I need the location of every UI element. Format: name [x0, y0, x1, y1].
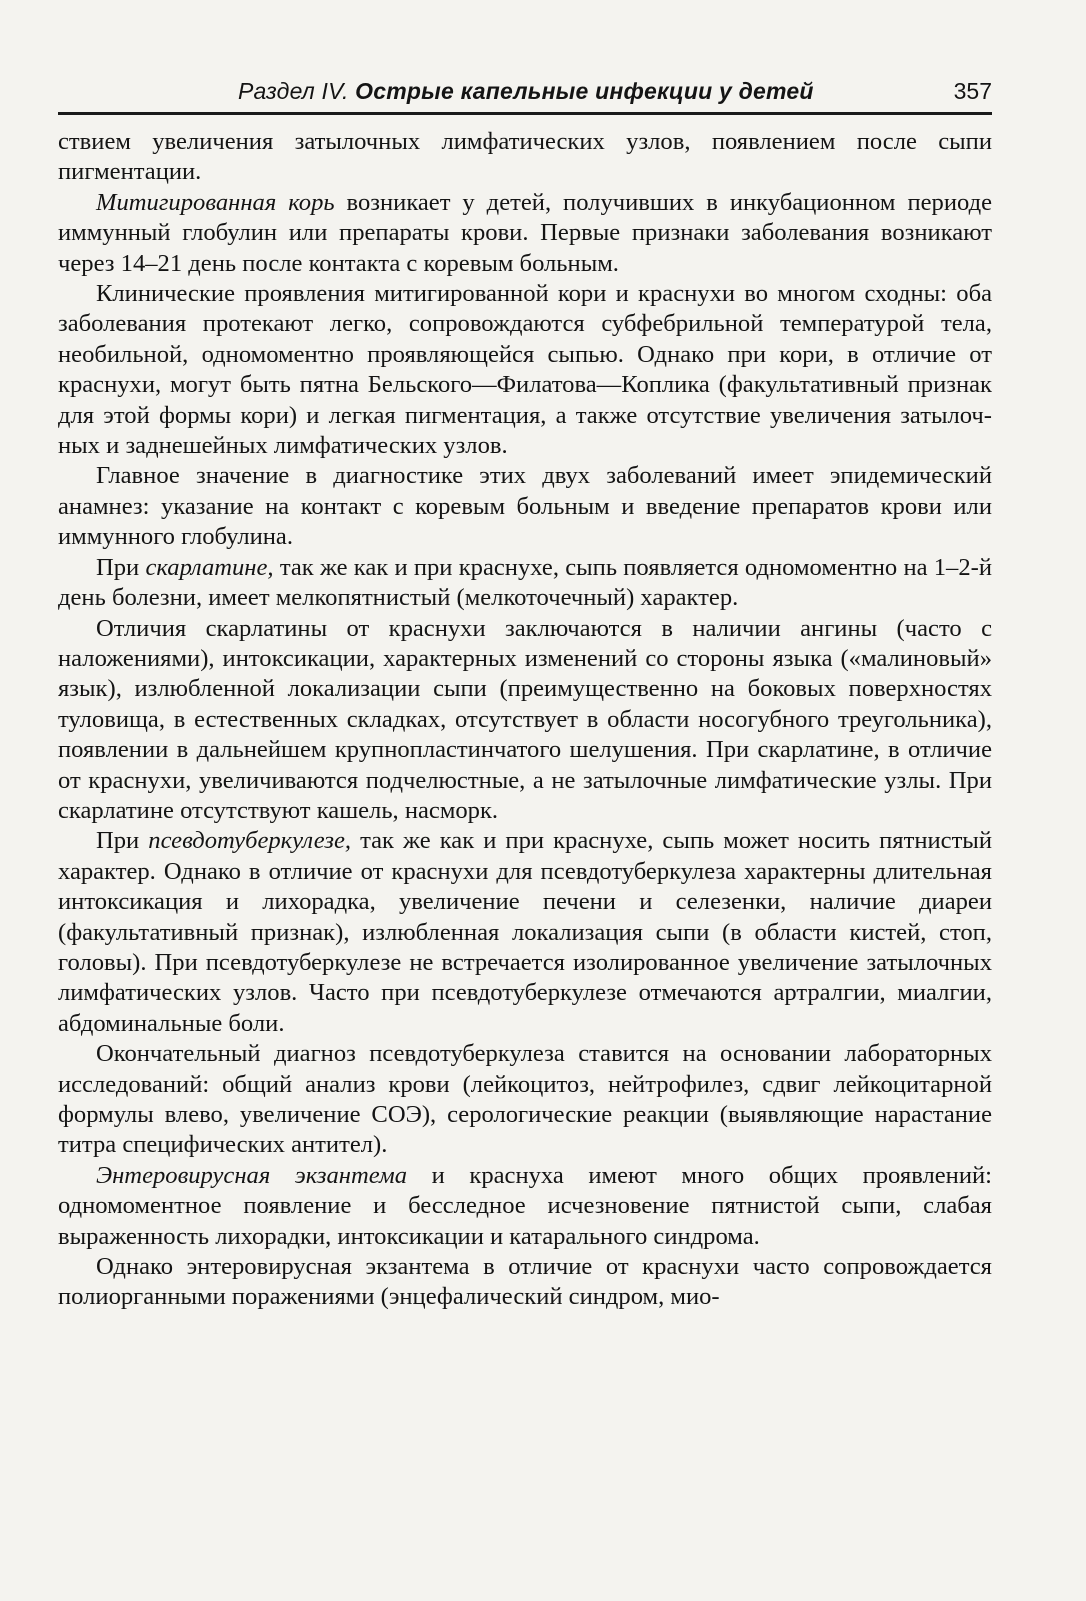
text-run: Главное значение в диагностике этих двух заболеваний имеет эпидемический анамнез: указание на контакт с коревым больным и введение препаратов крови или иммунного глобулина.	[58, 462, 992, 551]
paragraph	[58, 1161, 992, 1252]
paragraph	[58, 188, 992, 279]
running-header	[58, 72, 992, 115]
paragraph	[58, 614, 992, 827]
text-run: и краснуха имеют много общих проявлений: одномоментное появление и бесследное исчезновение пятнистой сыпи, слабая выраженность лихорадки, интоксикации и катарального синдрома.	[58, 1161, 992, 1250]
paragraph	[58, 826, 992, 1039]
page-number: 357	[953, 78, 992, 104]
body-text	[58, 127, 992, 1313]
section-prefix: Раздел IV.	[238, 78, 356, 104]
paragraph	[58, 461, 992, 552]
emphasized-term: Энтеровирусная экзантема	[96, 1161, 408, 1189]
emphasized-term: Митигированная корь	[96, 188, 335, 216]
section-title	[238, 78, 814, 105]
paragraph	[58, 127, 992, 188]
book-page	[58, 72, 992, 1313]
text-run: При	[96, 827, 149, 855]
paragraph	[58, 279, 992, 461]
text-run: Отличия скарлатины от краснухи заключаются в наличии ангины (часто с наложениями), интоксикации, характерных изменений со стороны языка («малиновый» язык), излюбленной локализации сыпи (преимущественно на боковых поверхностях туловища, в естественных складках, отсутствует в области носогубного треугольника), появлении в дальнейшем крупнопластинчатого шелушения. При скарлатине, в отличие от краснухи, увеличиваются подчелюстные, а не затылочные лимфатические узлы. При скарлатине отсутствуют кашель, насморк.	[58, 614, 992, 824]
text-run: так же как и при краснухе, сыпь может носить пятнистый характер. Однако в отличие от краснухи для псевдотуберкулеза характерны длительная интоксикация и лихорадка, увеличение печени и селезенки, наличие диареи (факультативный признак), излюбленная локализация сыпи (в области кистей, стоп, головы). При псевдотуберкулезе не встречается изолированное увеличение затылочных лимфатических узлов. Часто при псевдотуберкулезе отмечаются артралгии, миалгии, абдоминальные боли.	[58, 827, 992, 1037]
text-run: Однако энтеровирусная экзантема в отличие от краснухи часто сопровождается полиорганными поражениями (энцефалический синдром, мио-	[58, 1253, 992, 1311]
text-run: так же как и при краснухе, сыпь появляется одномоментно на 1–2-й день болезни, имеет мелкопятнистый (мелкоточечный) характер.	[58, 553, 992, 612]
text-run: При	[96, 553, 146, 581]
emphasized-term: скарлатине,	[145, 553, 274, 581]
paragraph	[58, 1252, 992, 1313]
text-run: Клинические проявления митигированной кори и краснухи во многом сходны: оба заболевания протекают легко, сопровождаются субфебрильной температурой тела, необильной, одномоментно проявляющейся сыпью. Однако при кори, в отличие от краснухи, могут быть пятна Бельского—Филатова—Коплика (факультативный признак для этой формы кори) и легкая пигментация, а также отсутствие увеличения затылочных и заднешейных лимфатических узлов.	[58, 280, 992, 460]
text-run: ствием увеличения затылочных лимфатических узлов, появлением после сыпи пигментации.	[58, 128, 992, 186]
emphasized-term: псевдотуберкулезе,	[148, 827, 352, 855]
text-run: возникает у детей, получивших в инкубационном периоде иммунный глобулин или препараты крови. Первые признаки заболевания возникают через 14–21 день после контакта с коревым больным.	[58, 188, 992, 277]
text-run: Окончательный диагноз псевдотуберкулеза ставится на основании лабораторных исследований: общий анализ крови (лейкоцитоз, нейтрофилез, сдвиг лейкоцитарной формулы влево, увеличение СОЭ), серологические реакции (выявляющие нарастание титра специфических антител).	[58, 1040, 992, 1159]
section-name: Острые капельные инфекции у детей	[355, 78, 814, 104]
paragraph	[58, 553, 992, 614]
paragraph	[58, 1039, 992, 1161]
